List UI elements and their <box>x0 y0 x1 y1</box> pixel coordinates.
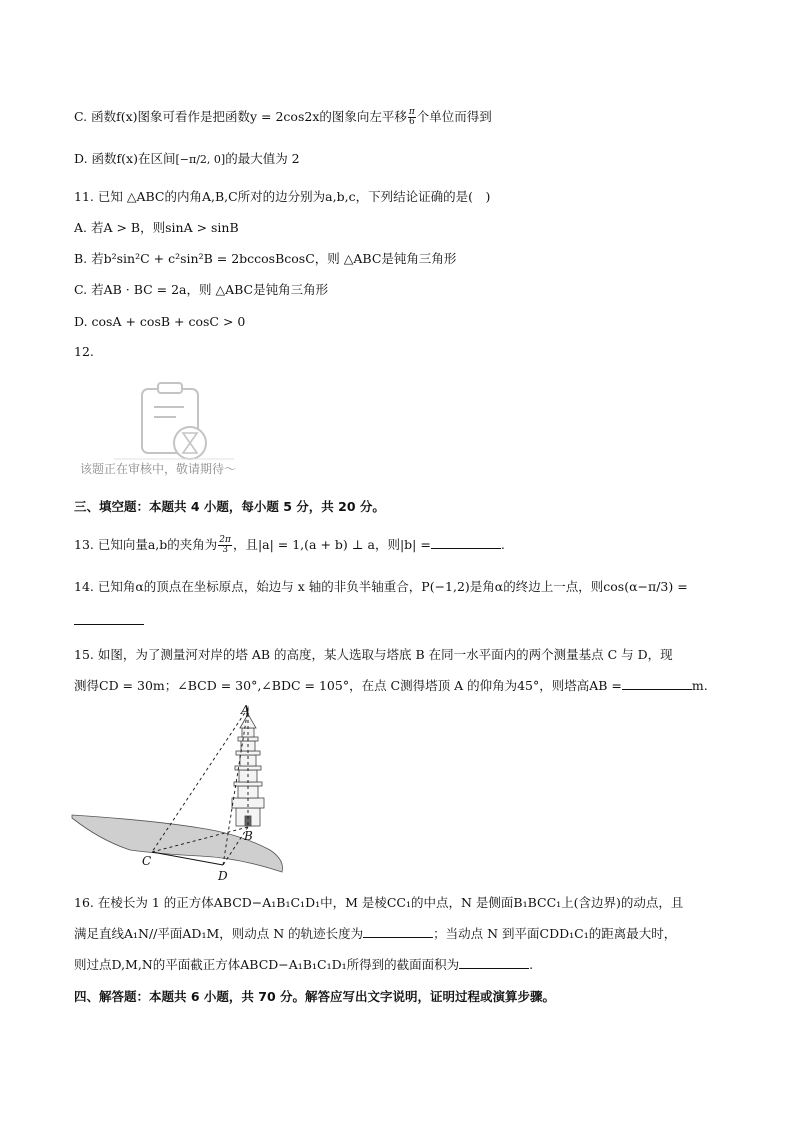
answer-blank[interactable] <box>74 612 144 625</box>
answer-blank[interactable] <box>363 925 433 938</box>
answer-blank[interactable] <box>459 956 529 969</box>
option-11c: C. 若AB · BC = 2a，则 △ABC是钝角三角形 <box>74 282 329 297</box>
fraction-num: π <box>408 107 415 117</box>
question-12: 12. <box>74 344 94 359</box>
section-4-heading: 四、解答题：本题共 6 小题，共 70 分。解答应写出文字说明，证明过程或演算步骤。 <box>74 989 556 1004</box>
question-14: 14. 已知角α的顶点在坐标原点，始边与 x 轴的非负半轴重合，P(−1,2)是角α的终边上一点，则cos(α−π/3) = <box>74 579 688 594</box>
pending-review-text: 该题正在审核中，敬请期待～ <box>80 462 237 476</box>
option-11a: A. 若A > B，则sinA > sinB <box>74 220 239 235</box>
question-16-text-2: ；当动点 N 到平面CDD₁C₁的距离最大时， <box>433 926 677 941</box>
interval: [−π/2, 0] <box>175 153 226 166</box>
fraction-num: 2π <box>219 535 231 545</box>
question-15-text: 测得CD = 30m；∠BCD = 30°,∠BDC = 105°，在点 C测得塔顶 A 的仰角为45°，则塔高AB = <box>74 678 622 693</box>
option-10d-text: D. 函数f(x)在区间 <box>74 151 176 166</box>
fraction-den: 3 <box>222 545 228 555</box>
answer-blank[interactable] <box>622 677 692 690</box>
question-11: 11. 已知 △ABC的内角A,B,C所对的边分别为a,b,c，下列结论证确的是( ) <box>74 189 491 204</box>
question-16-line-3: 则过点D,M,N的平面截正方体ABCD−A₁B₁C₁D₁所得到的截面面积为 . <box>74 957 534 972</box>
question-13-tail: ，且|a| = 1,(a + b) ⊥ a，则|b| = <box>232 537 431 552</box>
label-a: A <box>241 703 250 717</box>
tower-figure <box>70 700 290 885</box>
section-3-heading: 三、填空题：本题共 4 小题，每小题 5 分，共 20 分。 <box>74 499 385 514</box>
option-10d <box>74 150 300 169</box>
clipboard-hourglass-icon <box>74 375 274 465</box>
question-16-text-3: 则过点D,M,N的平面截正方体ABCD−A₁B₁C₁D₁所得到的截面面积为 <box>74 957 460 972</box>
label-d: D <box>218 869 228 883</box>
question-13-text: 13. 已知向量a,b的夹角为 <box>74 537 218 552</box>
fraction-den: 6 <box>408 117 415 127</box>
question-16-line-2 <box>74 925 676 943</box>
question-15-line-2 <box>74 677 708 695</box>
fraction <box>218 536 232 555</box>
fraction <box>408 108 416 127</box>
label-c: C <box>142 854 152 868</box>
question-16-text: 满足直线A₁N//平面AD₁M，则动点 N 的轨迹长度为 <box>74 926 364 941</box>
answer-blank[interactable] <box>431 536 501 549</box>
option-10c-text: C. 函数f(x)图象可看作是把函数y = 2cos2x的图象向左平移 <box>74 109 407 124</box>
unit: m. <box>691 678 708 693</box>
answer-blank-14[interactable] <box>74 612 144 630</box>
question-16-line-1: 16. 在棱长为 1 的正方体ABCD−A₁B₁C₁D₁中，M 是棱CC₁的中点，N 是侧面B₁BCC₁上(含边界)的动点，且 <box>74 895 684 910</box>
option-10c <box>74 108 492 127</box>
option-10d-tail: 的最大值为 2 <box>225 151 300 166</box>
option-10c-tail: 个单位而得到 <box>416 109 492 124</box>
question-15-line-1: 15. 如图，为了测量河对岸的塔 AB 的高度，某人选取与塔底 B 在同一水平面内的两个测量基点 C 与 D，现 <box>74 647 673 662</box>
question-13: 13. 已知向量a,b的夹角为 $\frac{2\pi}{3}$ ，且|a| = 1,(a + b) ⊥ a，则|b| = . <box>74 535 505 555</box>
option-11d: D. cosA + cosB + cosC > 0 <box>74 314 246 329</box>
label-b: B <box>244 829 253 843</box>
option-11b: B. 若b²sin²C + c²sin²B = 2bccosBcosC，则 △ABC是钝角三角形 <box>74 251 457 266</box>
